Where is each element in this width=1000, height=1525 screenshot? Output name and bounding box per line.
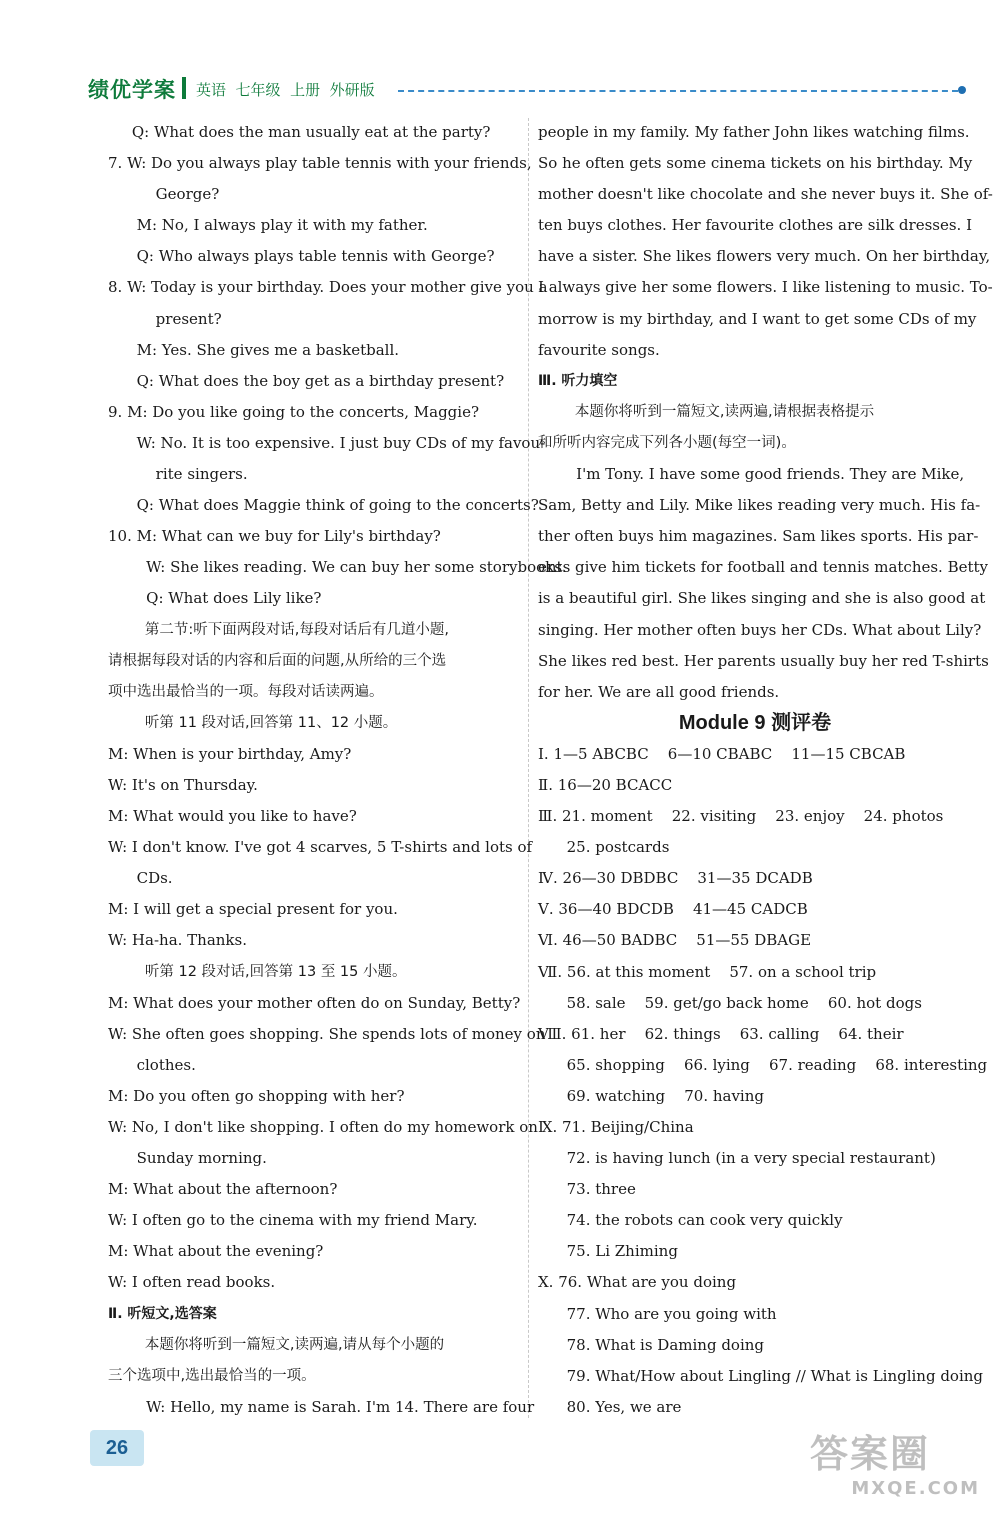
right-column-line: singing. Her mother often buys her CDs. What about Lily? <box>538 620 982 639</box>
brand-logo: 绩优学案 <box>88 78 176 102</box>
right-column-line: 79. What/How about Lingling // What is Lingling doing <box>538 1366 984 1385</box>
left-column-line: M: I will get a special present for you. <box>108 900 398 919</box>
left-column-line: 三个选项中,选出最恰当的一项。 <box>108 1367 316 1384</box>
left-column-line: 请根据每段对话的内容和后面的问题,从所给的三个选 <box>108 652 447 669</box>
left-column-line: Q: What does the boy get as a birthday present? <box>108 371 505 390</box>
left-column-line: W: It's on Thursday. <box>108 775 258 794</box>
left-column-line: George? <box>108 185 220 204</box>
right-column-line: morrow is my birthday, and I want to get some CDs of my <box>538 309 977 328</box>
left-column-line: W: No. It is too expensive. I just buy CDs of my favou- <box>108 433 546 452</box>
left-column-line: 听第 12 段对话,回答第 13 至 15 小题。 <box>108 963 407 980</box>
left-column-line: M: No, I always play it with my father. <box>108 216 428 235</box>
left-column-line: 本题你将听到一篇短文,读两遍,请从每个小题的 <box>108 1336 445 1353</box>
left-column-line: W: I don't know. I've got 4 scarves, 5 T-shirts and lots of <box>108 838 533 857</box>
left-column-line: M: When is your birthday, Amy? <box>108 744 352 763</box>
left-column-line: clothes. <box>108 1055 196 1074</box>
right-column-line: 73. three <box>538 1180 636 1199</box>
left-column-line: 7. W: Do you always play table tennis with your friends, <box>108 154 532 173</box>
right-column-line: Ⅲ. 21. moment 22. visiting 23. enjoy 24. photos <box>538 807 944 826</box>
page-header <box>88 74 980 108</box>
right-column-line: Ⅶ. 56. at this moment 57. on a school trip <box>538 962 877 981</box>
right-column-line: ther often buys him magazines. Sam likes sports. His par- <box>538 527 979 546</box>
right-column-line: 80. Yes, we are <box>538 1397 682 1416</box>
left-column <box>108 117 567 1423</box>
left-column-line: M: What about the evening? <box>108 1242 324 1261</box>
left-column-line: W: I often read books. <box>108 1273 276 1292</box>
left-column-line: 9. M: Do you like going to the concerts, Maggie? <box>108 402 479 421</box>
page-number: 26 <box>90 1430 144 1466</box>
left-column-line: M: Yes. She gives me a basketball. <box>108 340 400 359</box>
right-column-line: 77. Who are you going with <box>538 1304 777 1323</box>
left-column-line: rite singers. <box>108 465 248 484</box>
right-column-line: Ⅹ. 76. What are you doing <box>538 1273 737 1292</box>
watermark-logo <box>810 1430 980 1510</box>
right-column-line: Ⅳ. 26—30 DBDBC 31—35 DCADB <box>538 869 813 888</box>
right-column-line: 75. Li Zhiming <box>538 1242 678 1261</box>
right-column-line: 和所听内容完成下列各小题(每空一词)。 <box>538 434 796 451</box>
right-column-line: is a beautiful girl. She likes singing and she is also good at <box>538 589 986 608</box>
right-column-line: 本题你将听到一篇短文,读两遍,请根据表格提示 <box>538 403 875 420</box>
book-subtitle: 英语 七年级 上册 外研版 <box>196 81 375 99</box>
brand-divider <box>182 77 186 99</box>
watermark-url: MXQE.COM <box>851 1478 980 1499</box>
left-column-line: CDs. <box>108 869 173 888</box>
right-column-line: 74. the robots can cook very quickly <box>538 1211 843 1230</box>
right-column-line: Ⅰ. 1—5 ABCBC 6—10 CBABC 11—15 CBCAB <box>538 744 906 763</box>
left-column-line: W: I often go to the cinema with my friend Mary. <box>108 1211 478 1230</box>
header-rule-dot <box>958 86 966 94</box>
left-column-line: W: She likes reading. We can buy her some storybooks. <box>108 558 567 577</box>
left-column-line: present? <box>108 309 222 328</box>
right-column-line: So he often gets some cinema tickets on his birthday. My <box>538 154 973 173</box>
right-column-line: ten buys clothes. Her favourite clothes are silk dresses. I <box>538 216 973 235</box>
right-column-line: people in my family. My father John likes watching films. <box>538 123 970 141</box>
right-column-line: favourite songs. <box>538 340 660 359</box>
left-column-line: M: What would you like to have? <box>108 807 357 826</box>
left-column-line: 项中选出最恰当的一项。每段对话读两遍。 <box>108 683 384 700</box>
right-column-line: Sam, Betty and Lily. Mike likes reading very much. His fa- <box>538 496 981 515</box>
left-column-line: W: She often goes shopping. She spends lots of money on <box>108 1024 546 1043</box>
right-column-line: Ⅷ. 61. her 62. things 63. calling 64. their <box>538 1024 904 1043</box>
right-column-line: I'm Tony. I have some good friends. They are Mike, <box>538 465 965 484</box>
right-column-line: I always give her some flowers. I like listening to music. To- <box>538 278 993 297</box>
right-column-line: 69. watching 70. having <box>538 1086 764 1105</box>
left-column-line: M: What does your mother often do on Sunday, Betty? <box>108 993 521 1012</box>
right-column-line: Ⅸ. 71. Beijing/China <box>538 1118 694 1136</box>
right-column-line: for her. We are all good friends. <box>538 682 780 701</box>
left-column-line: W: Hello, my name is Sarah. I'm 14. There are four <box>108 1397 535 1416</box>
module-title: Module 9 测评卷 <box>678 711 832 734</box>
right-column-line: Ⅴ. 36—40 BDCDB 41—45 CADCB <box>538 900 808 919</box>
right-column-line: 58. sale 59. get/go back home 60. hot dogs <box>538 993 922 1012</box>
left-column-line: M: Do you often go shopping with her? <box>108 1086 405 1105</box>
right-column-line: 78. What is Daming doing <box>538 1335 765 1354</box>
right-column-line: Ⅲ. 听力填空 <box>538 372 618 389</box>
left-column-line: 10. M: What can we buy for Lily's birthday? <box>108 527 441 546</box>
right-column-line: 72. is having lunch (in a very special restaurant) <box>538 1149 936 1168</box>
right-column-line: mother doesn't like chocolate and she never buys it. She of- <box>538 185 993 204</box>
left-column-line: W: No, I don't like shopping. I often do my homework on <box>108 1118 538 1136</box>
left-column-line: Q: Who always plays table tennis with George? <box>108 247 495 266</box>
left-column-line: Sunday morning. <box>108 1149 267 1168</box>
right-column-line: 65. shopping 66. lying 67. reading 68. interesting <box>538 1055 988 1074</box>
left-column-line: 8. W: Today is your birthday. Does your mother give you a <box>108 278 548 297</box>
left-column-line: 第二节:听下面两段对话,每段对话后有几道小题, <box>108 621 449 638</box>
left-column-line: Q: What does Lily like? <box>108 589 322 608</box>
right-column-line: 25. postcards <box>538 838 670 857</box>
left-column-line: Q: What does Maggie think of going to the concerts? <box>108 496 539 515</box>
right-column-line: Ⅵ. 46—50 BADBC 51—55 DBAGE <box>538 931 812 950</box>
left-column-line: Ⅱ. 听短文,选答案 <box>108 1305 217 1322</box>
right-column <box>538 117 993 1423</box>
right-column-line: She likes red best. Her parents usually buy her red T-shirts <box>538 651 989 670</box>
right-column-line: ents give him tickets for football and tennis matches. Betty <box>538 558 989 577</box>
column-divider <box>528 118 529 1418</box>
left-column-line: W: Ha-ha. Thanks. <box>108 931 247 950</box>
right-column-line: Ⅱ. 16—20 BCACC <box>538 775 673 794</box>
left-column-line: M: What about the afternoon? <box>108 1180 338 1199</box>
left-column-line: Q: What does the man usually eat at the party? <box>108 123 491 141</box>
right-column-line: have a sister. She likes flowers very much. On her birthday, <box>538 247 991 266</box>
header-dashed-rule <box>398 90 958 92</box>
watermark-cn: 答案圈 <box>810 1432 931 1476</box>
left-column-line: 听第 11 段对话,回答第 11、12 小题。 <box>108 714 398 731</box>
